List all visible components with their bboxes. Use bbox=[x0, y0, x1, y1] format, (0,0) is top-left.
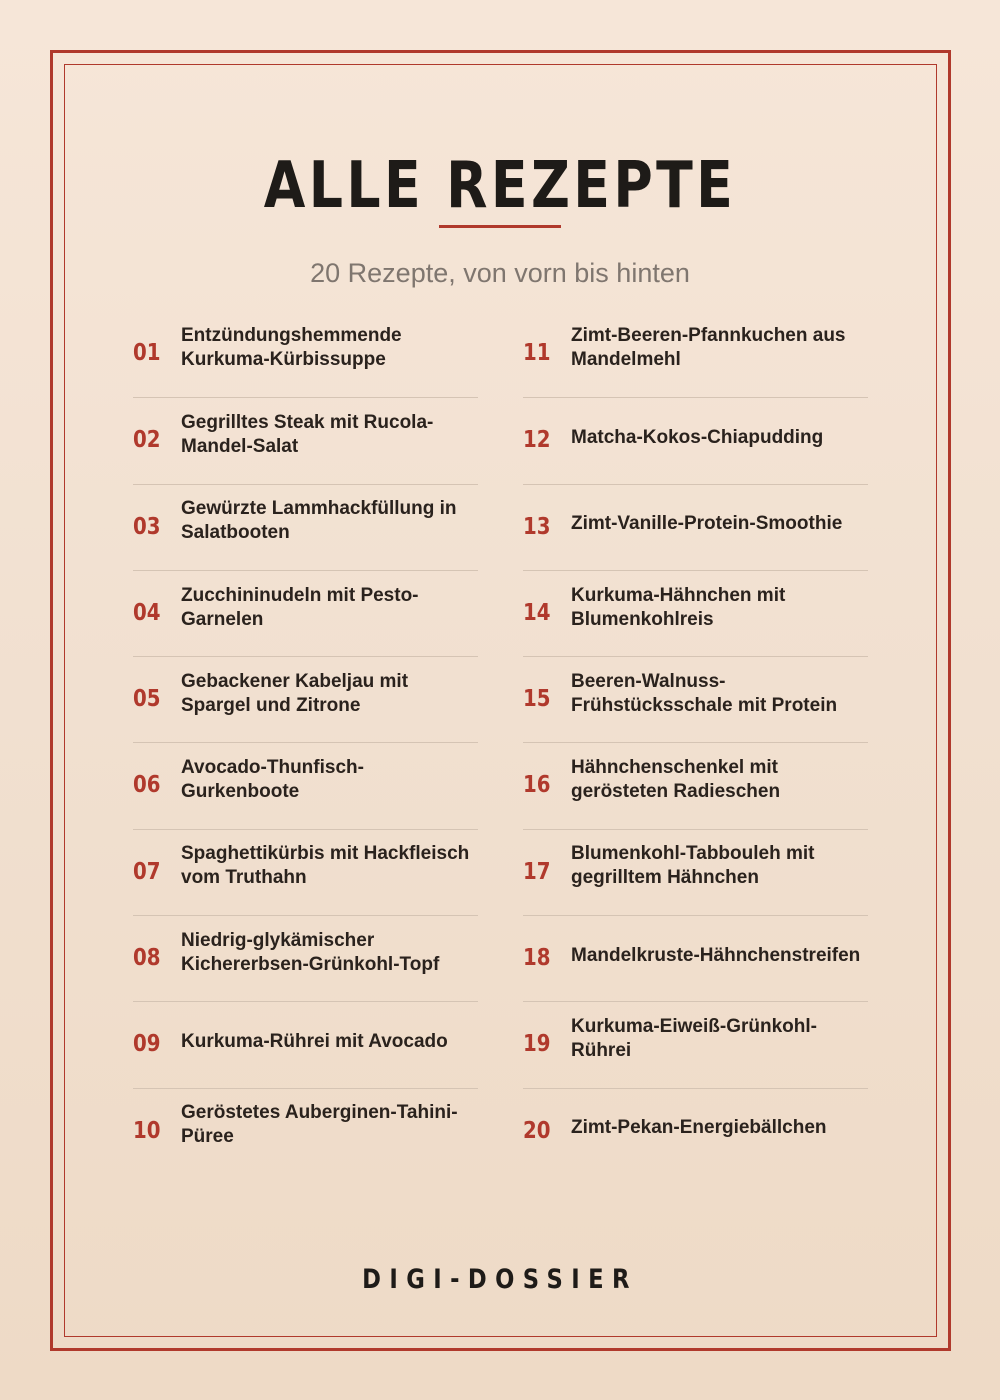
recipe-item[interactable] bbox=[133, 311, 478, 397]
recipe-item[interactable] bbox=[133, 570, 478, 656]
recipe-column-right bbox=[523, 311, 868, 1174]
recipe-name: Beeren-Walnuss-Frühstücksschale mit Protein bbox=[571, 671, 838, 717]
recipe-name: Zimt-Beeren-Pfannkuchen aus Mandelmehl bbox=[571, 325, 846, 371]
recipe-number: 06 bbox=[133, 772, 161, 799]
recipe-number: 09 bbox=[133, 1031, 161, 1058]
recipe-name: Mandelkruste-Hähnchenstreifen bbox=[571, 944, 861, 966]
recipe-item[interactable] bbox=[523, 915, 868, 1001]
recipe-name: Kurkuma-Hähnchen mit Blumenkohlreis bbox=[571, 584, 786, 630]
recipe-item[interactable] bbox=[523, 397, 868, 483]
recipe-item[interactable] bbox=[133, 484, 478, 570]
recipe-number: 19 bbox=[523, 1031, 551, 1058]
recipe-name: Geröstetes Auberginen-Tahini-Püree bbox=[181, 1102, 458, 1148]
recipe-number: 03 bbox=[133, 513, 161, 540]
recipe-name: Hähnchenschenkel mit gerösteten Radieschen bbox=[571, 757, 781, 803]
recipe-item[interactable] bbox=[133, 397, 478, 483]
recipe-item[interactable] bbox=[133, 742, 478, 828]
title-underline bbox=[439, 225, 561, 228]
recipe-name: Kurkuma-Eiweiß-Grünkohl-Rührei bbox=[571, 1016, 817, 1062]
recipe-name: Avocado-Thunfisch-Gurkenboote bbox=[181, 757, 364, 803]
recipe-name: Zimt-Pekan-Energiebällchen bbox=[571, 1117, 827, 1139]
recipe-number: 17 bbox=[523, 858, 551, 885]
recipe-name: Spaghettikürbis mit Hackfleisch vom Truthahn bbox=[181, 843, 470, 889]
recipe-item[interactable] bbox=[523, 570, 868, 656]
recipe-number: 01 bbox=[133, 340, 161, 366]
page-subtitle: 20 Rezepte, von vorn bis hinten bbox=[310, 258, 690, 288]
recipe-item[interactable] bbox=[133, 829, 478, 915]
recipe-number: 05 bbox=[133, 686, 161, 713]
recipe-number: 12 bbox=[523, 427, 551, 454]
recipe-name: Niedrig-glykämischer Kichererbsen-Grünkohl-Topf bbox=[181, 929, 440, 975]
recipe-item[interactable] bbox=[523, 742, 868, 828]
page-title: ALLE REZEPTE bbox=[263, 149, 737, 223]
recipe-name: Gebackener Kabeljau mit Spargel und Zitrone bbox=[181, 671, 409, 717]
recipe-number: 15 bbox=[523, 686, 551, 713]
recipe-name: Matcha-Kokos-Chiapudding bbox=[571, 427, 824, 449]
recipe-item[interactable] bbox=[523, 484, 868, 570]
recipe-item[interactable] bbox=[523, 1088, 868, 1174]
recipe-name: Blumenkohl-Tabbouleh mit gegrilltem Hähnchen bbox=[571, 843, 815, 889]
recipe-item[interactable] bbox=[133, 915, 478, 1001]
recipe-name: Gegrilltes Steak mit Rucola-Mandel-Salat bbox=[181, 412, 434, 458]
recipe-item[interactable] bbox=[133, 656, 478, 742]
recipe-number: 10 bbox=[133, 1117, 161, 1144]
recipe-name: Zucchininudeln mit Pesto-Garnelen bbox=[181, 584, 419, 630]
recipe-item[interactable] bbox=[133, 1088, 478, 1174]
recipe-number: 08 bbox=[133, 945, 161, 972]
recipe-item[interactable] bbox=[523, 829, 868, 915]
recipe-name: Zimt-Vanille-Protein-Smoothie bbox=[571, 513, 843, 535]
recipe-name: Entzündungshemmende Kurkuma-Kürbissuppe bbox=[181, 325, 402, 371]
recipe-number: 18 bbox=[523, 945, 551, 972]
recipe-number: 13 bbox=[523, 513, 551, 540]
recipe-number: 04 bbox=[133, 599, 161, 626]
footer-brand: DIGI-DOSSIER bbox=[362, 1264, 638, 1295]
recipe-number: 16 bbox=[523, 772, 551, 799]
recipe-name: Gewürzte Lammhackfüllung in Salatbooten bbox=[181, 498, 457, 544]
recipe-item[interactable] bbox=[133, 1001, 478, 1087]
recipe-number: 14 bbox=[523, 599, 551, 626]
recipe-item[interactable] bbox=[523, 656, 868, 742]
recipe-item[interactable] bbox=[523, 311, 868, 397]
recipe-column-left bbox=[133, 311, 478, 1174]
recipe-number: 20 bbox=[523, 1117, 551, 1144]
recipe-number: 11 bbox=[523, 340, 551, 366]
recipe-name: Kurkuma-Rührei mit Avocado bbox=[181, 1031, 448, 1053]
recipe-number: 02 bbox=[133, 427, 161, 454]
recipe-number: 07 bbox=[133, 858, 161, 885]
recipe-item[interactable] bbox=[523, 1001, 868, 1087]
